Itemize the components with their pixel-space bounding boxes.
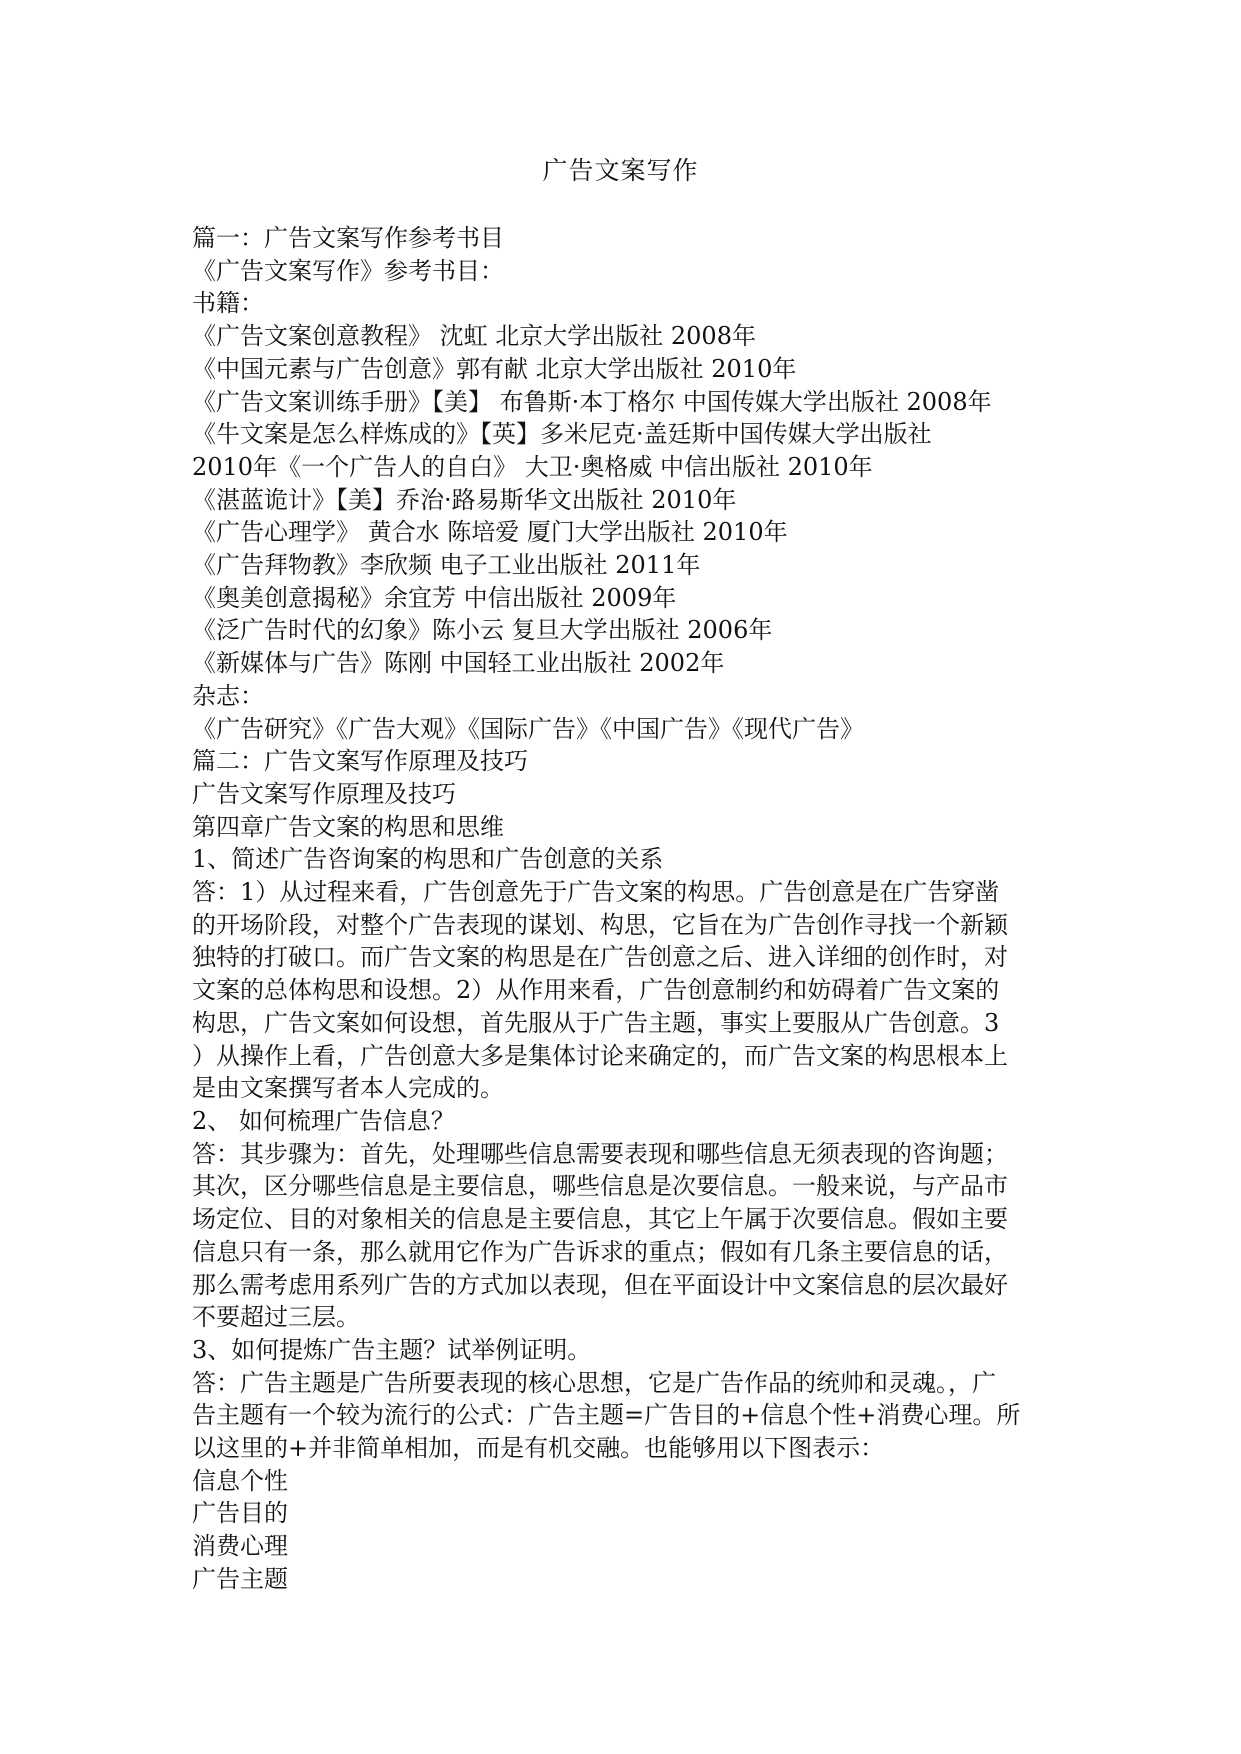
question-1: 1、简述广告咨询案的构思和广告创意的关系 — [192, 845, 664, 874]
answer-3-line: 以这里的+并非简单相加，而是有机交融。也能够用以下图表示： — [192, 1434, 885, 1463]
books-label: 书籍： — [192, 289, 264, 318]
question-3: 3、如何提炼广告主题？试举例证明。 — [192, 1335, 592, 1364]
book-entry: 《中国元素与广告创意》郭有献 北京大学出版社 2010年 — [192, 354, 797, 383]
diagram-label: 广告主题 — [192, 1564, 288, 1593]
answer-2-line: 其次，区分哪些信息是主要信息，哪些信息是次要信息。一般来说，与产品市 — [192, 1172, 1008, 1201]
diagram-label: 广告目的 — [192, 1499, 288, 1528]
book-entry: 《广告文案训练手册》【美】 布鲁斯·本丁格尔 中国传媒大学出版社 2008年 — [192, 387, 992, 416]
document-title: 广告文案写作 — [542, 156, 699, 185]
answer-1-line: ）从操作上看，广告创意大多是集体讨论来确定的，而广告文案的构思根本上 — [192, 1041, 1008, 1070]
magazine-list: 《广告研究》《广告大观》《国际广告》《中国广告》《现代广告》 — [192, 714, 864, 743]
answer-2-line: 那么需考虑用系列广告的方式加以表现，但在平面设计中文案信息的层次最好 — [192, 1270, 1008, 1299]
answer-2-line: 答：其步骤为：首先，处理哪些信息需要表现和哪些信息无须表现的咨询题； — [192, 1139, 1008, 1168]
diagram-label: 信息个性 — [192, 1466, 288, 1495]
book-entry: 《奥美创意揭秘》余宜芳 中信出版社 2009年 — [192, 583, 677, 612]
answer-3-line: 答：广告主题是广告所要表现的核心思想，它是广告作品的统帅和灵魂。，广 — [192, 1368, 996, 1397]
question-2: 2、 如何梳理广告信息？ — [192, 1106, 455, 1135]
answer-1-line: 文案的总体构思和设想。2）从作用来看，广告创意制约和妨碍着广告文案的 — [192, 976, 1000, 1005]
book-entry: 2010年《一个广告人的自白》 大卫·奥格威 中信出版社 2010年 — [192, 452, 873, 481]
book-entry: 《泛广告时代的幻象》陈小云 复旦大学出版社 2006年 — [192, 616, 773, 645]
answer-2-line: 信息只有一条，那么就用它作为广告诉求的重点；假如有几条主要信息的话， — [192, 1237, 1008, 1266]
answer-2-line: 不要超过三层。 — [192, 1303, 360, 1332]
answer-1-line: 的开场阶段，对整个广告表现的谋划、构思，它旨在为广告创作寻找一个新颖 — [192, 910, 1008, 939]
answer-2-line: 场定位、目的对象相关的信息是主要信息，其它上午属于次要信息。假如主要 — [192, 1205, 1008, 1234]
answer-1-line: 是由文案撰写者本人完成的。 — [192, 1074, 504, 1103]
book-entry: 《广告拜物教》李欣频 电子工业出版社 2011年 — [192, 551, 701, 580]
diagram-label: 消费心理 — [192, 1532, 288, 1561]
section-heading-part-two: 篇二：广告文案写作原理及技巧 — [192, 747, 528, 776]
document-body — [192, 222, 1052, 1596]
book-entry: 《牛文案是怎么样炼成的》【英】多米尼克·盖廷斯中国传媒大学出版社 — [192, 420, 932, 449]
subheading: 广告文案写作原理及技巧 — [192, 779, 456, 808]
magazines-label: 杂志： — [192, 681, 264, 710]
chapter-heading: 第四章广告文案的构思和思维 — [192, 812, 504, 841]
answer-1-line: 独特的打破口。而广告文案的构思是在广告创意之后、进入详细的创作时，对 — [192, 943, 1008, 972]
book-entry: 《湛蓝诡计》【美】乔治·路易斯华文出版社 2010年 — [192, 485, 737, 514]
bibliography-heading: 《广告文案写作》参考书目： — [192, 256, 504, 285]
book-entry: 《广告文案创意教程》 沈虹 北京大学出版社 2008年 — [192, 322, 756, 351]
answer-1-line: 构思，广告文案如何设想，首先服从于广告主题，事实上要服从广告创意。3 — [192, 1008, 1000, 1037]
section-heading-part-one: 篇一：广告文案写作参考书目 — [192, 224, 504, 252]
book-entry: 《广告心理学》 黄合水 陈培爱 厦门大学出版社 2010年 — [192, 518, 788, 547]
book-entry: 《新媒体与广告》陈刚 中国轻工业出版社 2002年 — [192, 649, 725, 678]
answer-3-line: 告主题有一个较为流行的公式：广告主题=广告目的+信息个性+消费心理。所 — [192, 1401, 1021, 1430]
answer-1-line: 答：1）从过程来看，广告创意先于广告文案的构思。广告创意是在广告穿凿 — [192, 878, 1000, 907]
